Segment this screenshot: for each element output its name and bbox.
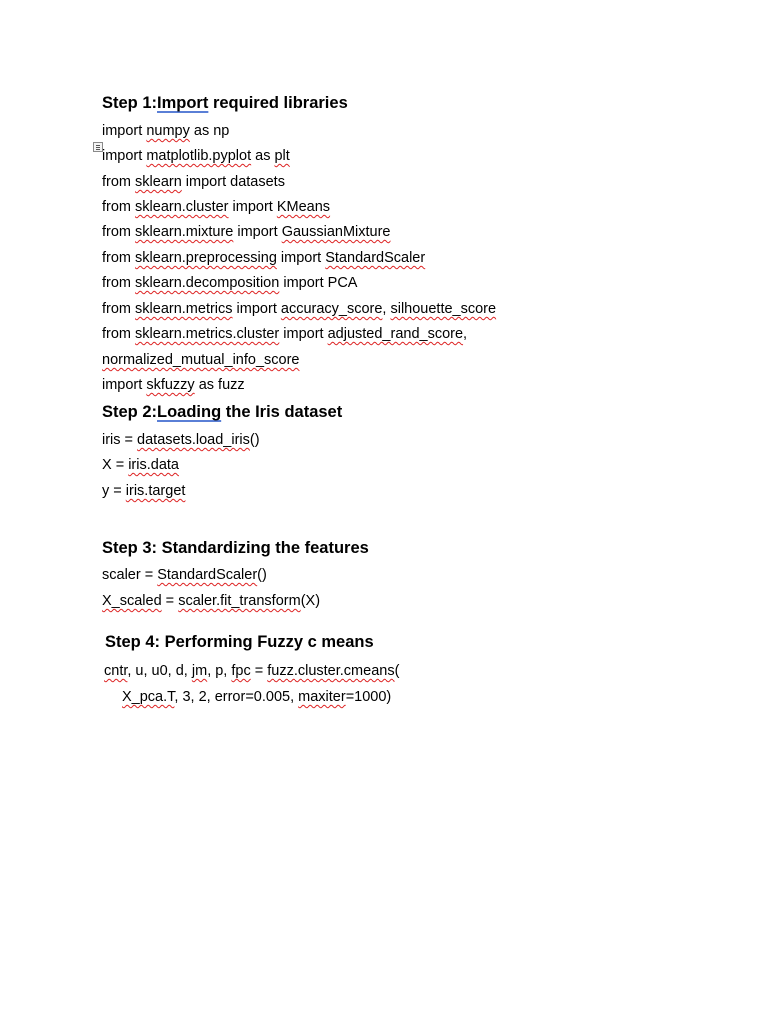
step2-heading-rest: the Iris dataset xyxy=(221,403,343,421)
step1-heading xyxy=(102,95,348,112)
code-line: from sklearn.metrics import accuracy_score, silhouette_score xyxy=(102,301,497,317)
step2-heading-link: Loading xyxy=(157,403,222,421)
code-line: cntr, u, u0, d, jm, p, fpc = fuzz.cluster.cmeans( xyxy=(104,663,400,679)
code-line: scaler = StandardScaler() xyxy=(102,567,267,583)
step4-heading: Step 4: Performing Fuzzy c means xyxy=(105,633,374,651)
code-line: from sklearn.metrics.cluster import adjusted_rand_score, xyxy=(102,326,468,342)
step3-heading: Step 3: Standardizing the features xyxy=(102,539,369,557)
code-line: from sklearn import datasets xyxy=(102,174,285,190)
code-line: from sklearn.cluster import KMeans xyxy=(102,199,331,215)
code-line: iris = datasets.load_iris() xyxy=(102,432,260,448)
code-line: normalized_mutual_info_score xyxy=(102,352,300,368)
code-line: import numpy as np xyxy=(102,123,230,139)
code-line: X_pca.T, 3, 2, error=0.005, maxiter=1000) xyxy=(122,689,392,705)
step1-heading-rest: required libraries xyxy=(208,94,348,112)
code-line: from sklearn.preprocessing import StandardScaler xyxy=(102,250,426,266)
step2-heading xyxy=(102,404,342,421)
code-line: from sklearn.mixture import GaussianMixture xyxy=(102,224,391,240)
code-line: import matplotlib.pyplot as plt xyxy=(102,148,290,164)
code-line: import skfuzzy as fuzz xyxy=(102,377,245,393)
step1-heading-number: Step 1: xyxy=(102,94,158,112)
code-line: from sklearn.decomposition import PCA xyxy=(102,275,358,291)
step1-heading-link: Import xyxy=(157,94,209,112)
code-line: y = iris.target xyxy=(102,483,186,499)
step2-heading-number: Step 2: xyxy=(102,403,158,421)
code-line: X = iris.data xyxy=(102,457,179,473)
code-line: X_scaled = scaler.fit_transform(X) xyxy=(102,593,321,609)
